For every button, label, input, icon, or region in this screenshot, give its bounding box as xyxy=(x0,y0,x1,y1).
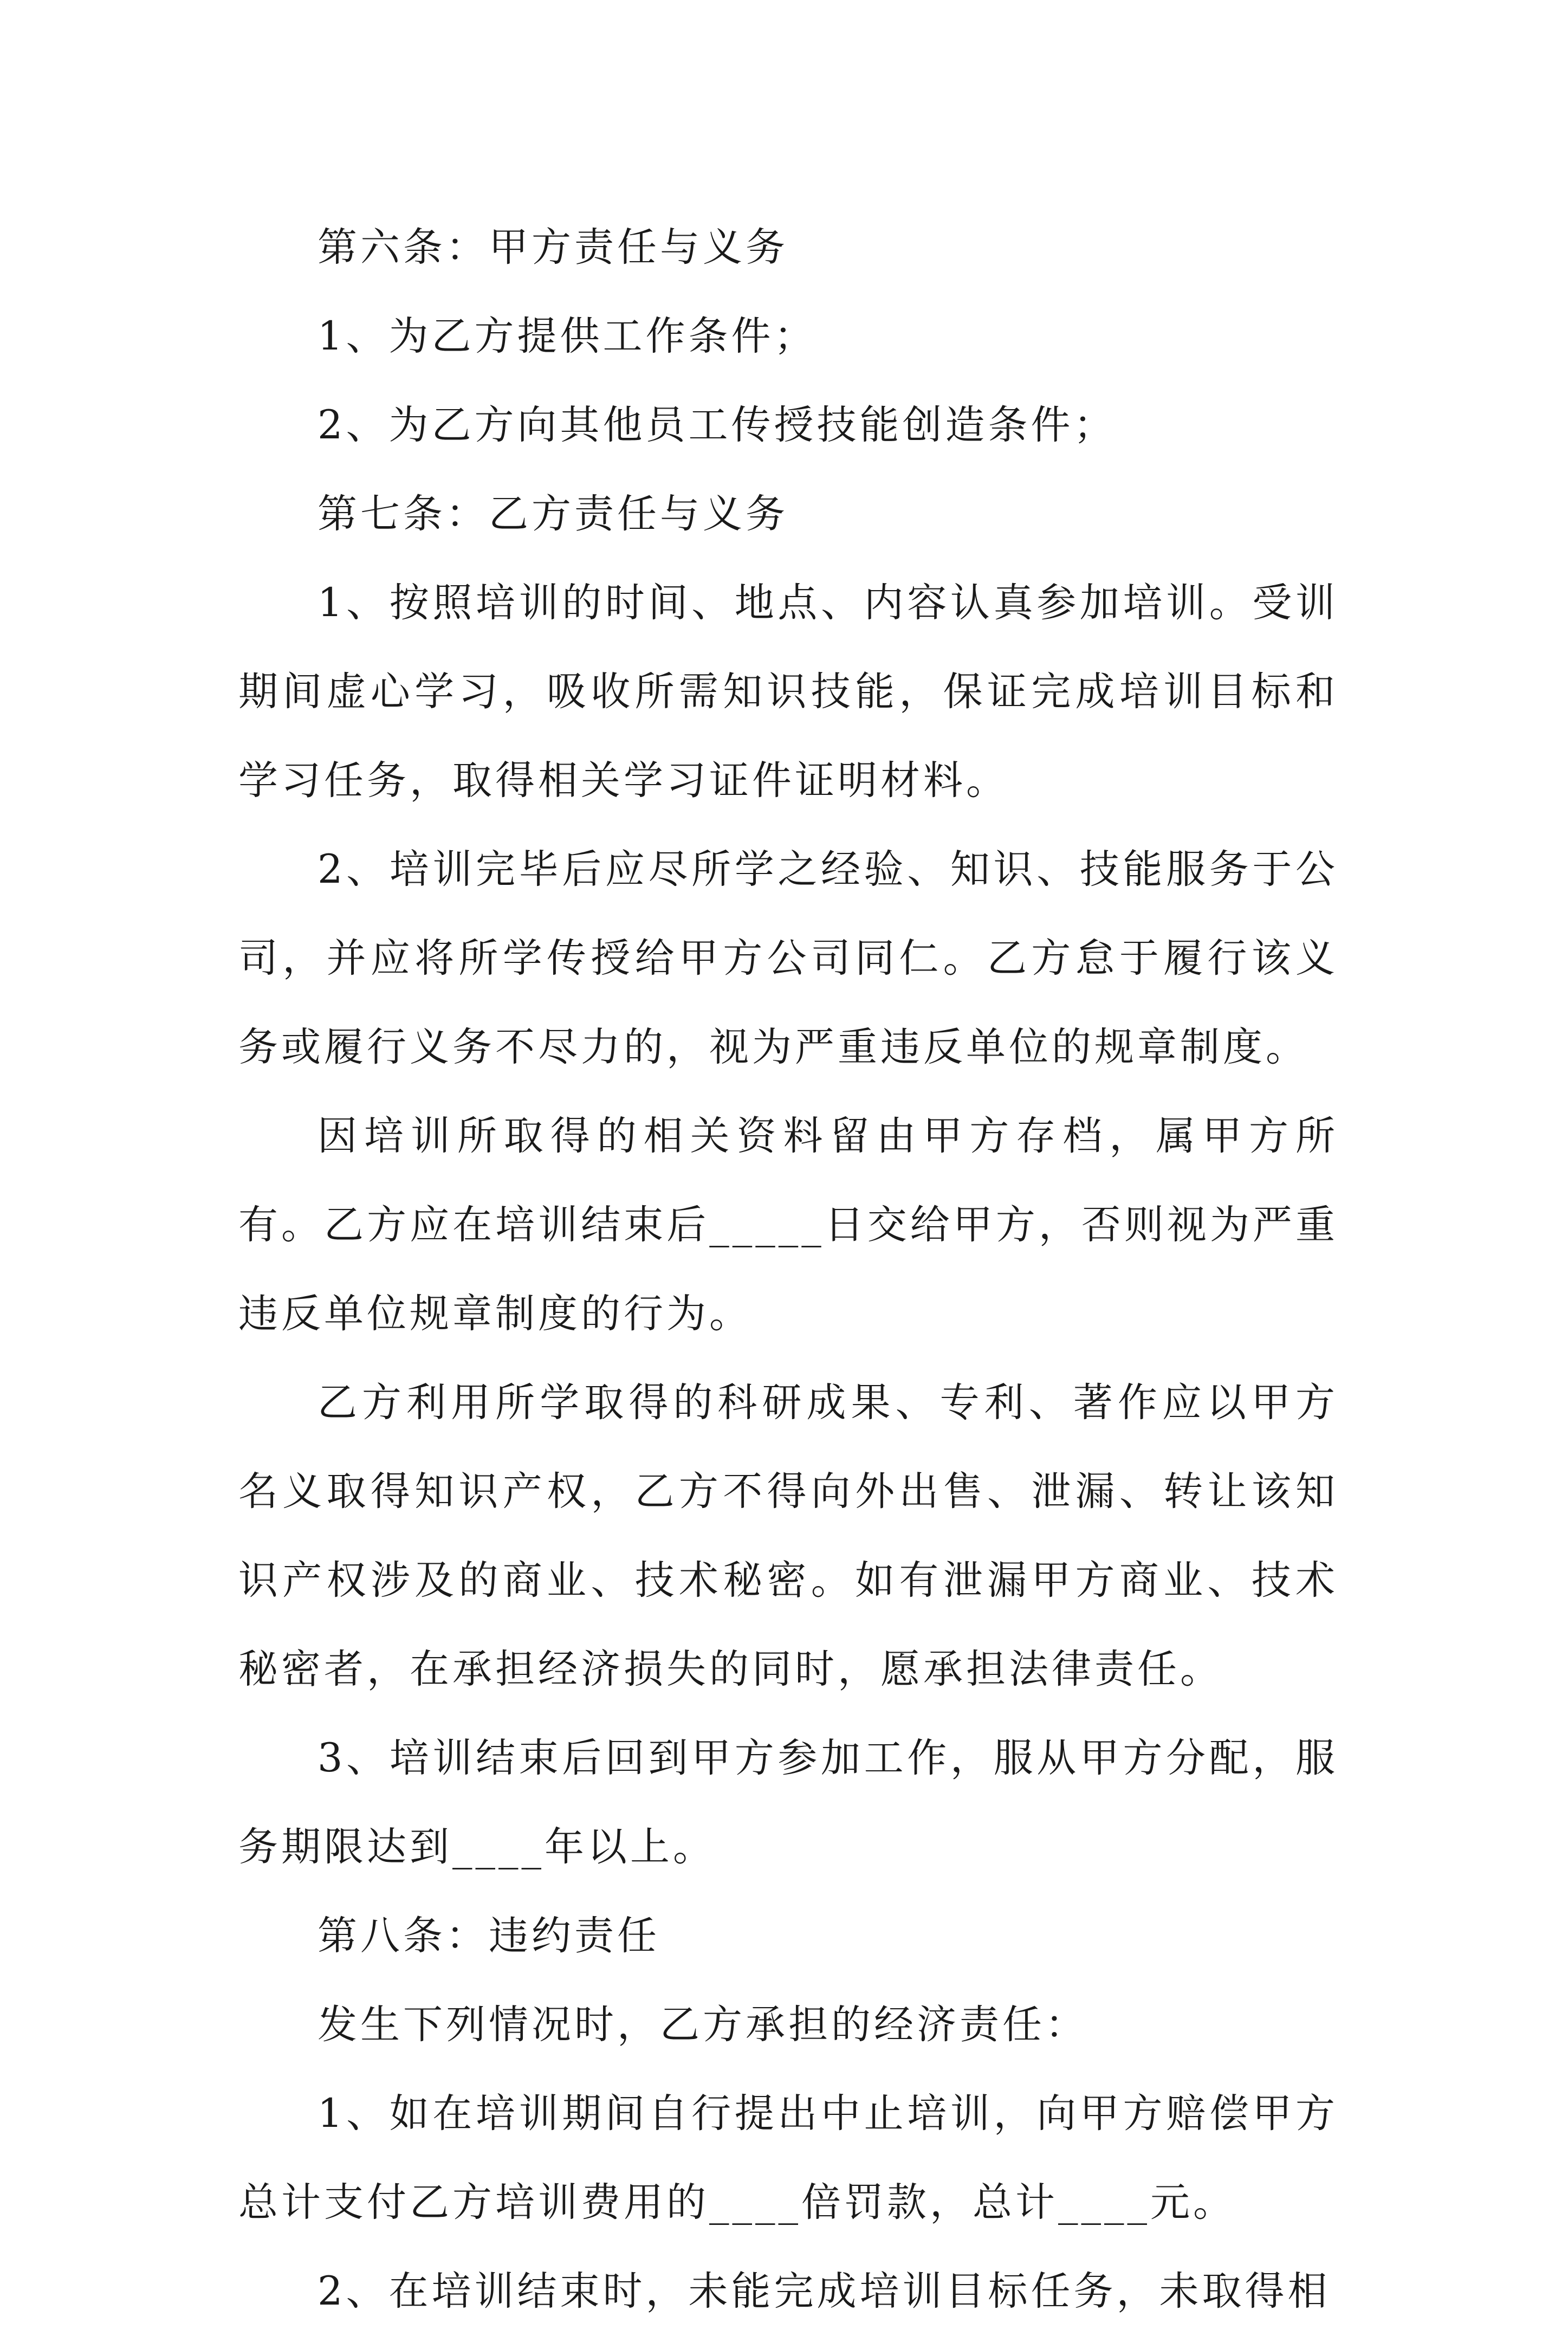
article-7-item-3: 3、培训结束后回到甲方参加工作，服从甲方分配，服务期限达到____年以上。 xyxy=(238,1735,1338,1870)
article-6-heading: 第六条：甲方责任与义务 xyxy=(318,224,788,270)
article-7-heading: 第七条：乙方责任与义务 xyxy=(318,491,788,537)
article-8-item-2: 2、在培训结束时，未能完成培训目标任务，未取得相 xyxy=(318,2268,1331,2314)
article-8-heading: 第八条：违约责任 xyxy=(318,1913,660,1959)
article-6-item-2: 2、为乙方向其他员工传授技能创造条件； xyxy=(318,402,1117,448)
article-6-item-1: 1、为乙方提供工作条件； xyxy=(318,313,817,359)
article-8-intro: 发生下列情况时，乙方承担的经济责任： xyxy=(318,2002,1088,2048)
article-7-item-1: 1、按照培训的时间、地点、内容认真参加培训。受训期间虚心学习，吸收所需知识技能，保证完成培训目标和学习任务，取得相关学习证件证明材料。 xyxy=(238,580,1338,804)
document-body xyxy=(238,203,1338,2336)
article-7-ip-paragraph: 乙方利用所学取得的科研成果、专利、著作应以甲方名义取得知识产权，乙方不得向外出售、泄漏、转让该知识产权涉及的商业、技术秘密。如有泄漏甲方商业、技术秘密者，在承担经济损失的同时，愿承担法律责任。 xyxy=(238,1380,1338,1692)
article-7-item-2: 2、培训完毕后应尽所学之经验、知识、技能服务于公司，并应将所学传授给甲方公司同仁。乙方怠于履行该义务或履行义务不尽力的，视为严重违反单位的规章制度。 xyxy=(238,846,1338,1070)
article-7-materials-paragraph: 因培训所取得的相关资料留由甲方存档，属甲方所有。乙方应在培训结束后_____日交给甲方，否则视为严重违反单位规章制度的行为。 xyxy=(238,1113,1338,1337)
article-8-item-1: 1、如在培训期间自行提出中止培训，向甲方赔偿甲方总计支付乙方培训费用的____倍罚款，总计____元。 xyxy=(238,2091,1338,2225)
